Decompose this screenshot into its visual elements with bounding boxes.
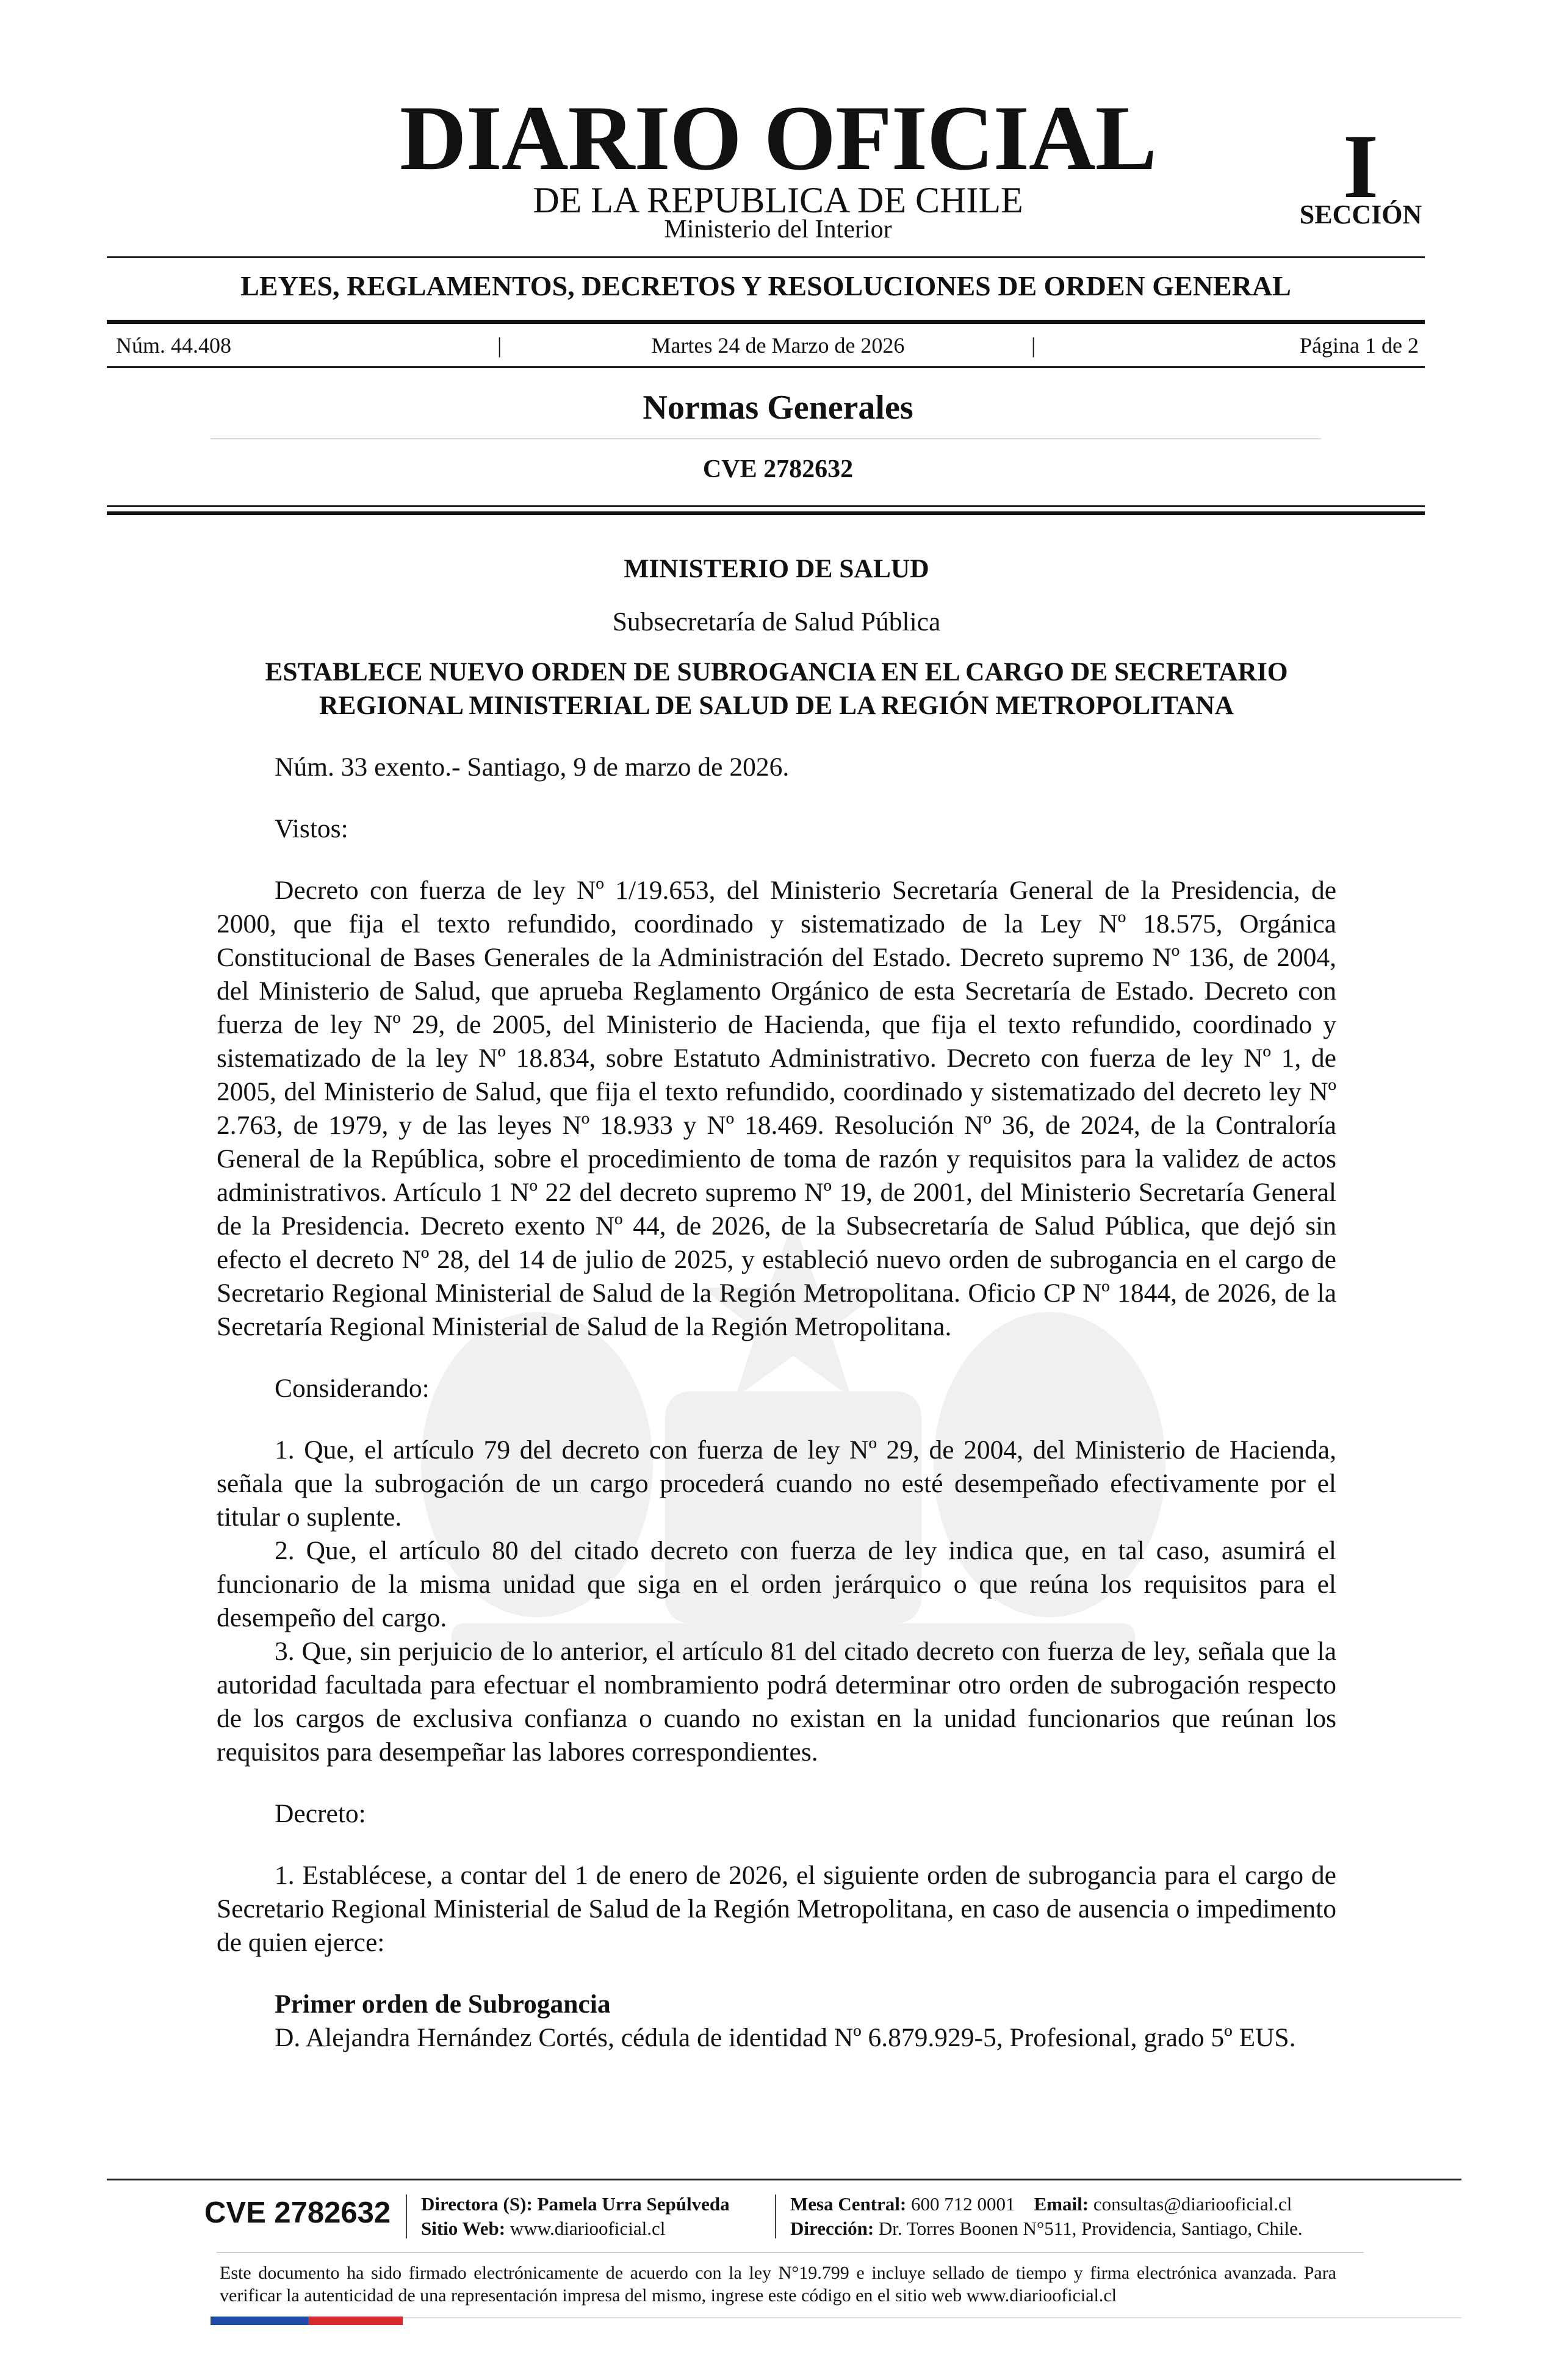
issue-date: Martes 24 de Marzo de 2026 (651, 333, 905, 358)
subsecretaria: Subsecretaría de Salud Pública (612, 607, 941, 636)
address-label: Dirección: (790, 2218, 874, 2239)
primer-orden-text: D. Alejandra Hernández Cortés, cédula de identidad Nº 6.879.929-5, Profesional, grado 5º EUS. (275, 2023, 1296, 2052)
ministry-heading: MINISTERIO DE SALUD (624, 554, 929, 583)
considerando-item: 2. Que, el artículo 80 del citado decreto con fuerza de ley indica que, en tal caso, asumirá el funcionario de la misma unidad que siga en el orden jerárquico o que reúna los requisitos para el desempeño del cargo. (217, 1536, 1336, 1632)
meta-separator: | (1031, 333, 1036, 358)
document-body (217, 550, 1336, 2055)
director-label: Directora (S): (421, 2193, 533, 2215)
footer-legal-notice: Este documento ha sido firmado electrónicamente de acuerdo con la ley N°19.799 e incluye sellado de tiempo y firma electrónica avanzada. Para verificar la autenticidad de una representación impresa del mismo, ingrese este código en el sitio web www.diariooficial.cl (220, 2263, 1336, 2306)
decreto-label: Decreto: (275, 1799, 366, 1828)
decree-number: Núm. 33 exento.- Santiago, 9 de marzo de 2026. (275, 752, 790, 782)
primer-orden-heading: Primer orden de Subrogancia (275, 1989, 611, 2019)
cve-rule-bottom (107, 511, 1425, 515)
meta-rule (107, 366, 1425, 368)
band-rule (107, 320, 1425, 324)
flag-stripe-blue (211, 2317, 308, 2325)
section-label: SECCIÓN (1299, 200, 1422, 229)
vistos-text: Decreto con fuerza de ley Nº 1/19.653, del Ministerio Secretaría General de la Presidencia, de 2000, que fija el texto refundido, coordinado y sistematizado de la Ley Nº 18.575, Orgánica Constitucional de Bases Generales de la Administración del Estado. Decreto supremo Nº 136, de 2004, del Ministerio de Salud, que aprueba Reglamento Orgánico de esta Secretaría de Estado. Decreto con fuerza de ley Nº 29, de 2005, del Ministerio de Hacienda, que fija el texto refundido, coordinado y sistematizado de la ley Nº 18.834, sobre Estatuto Administrativo. Decreto con fuerza de ley Nº 1, de 2005, del Ministerio de Salud, que fija el texto refundido, coordinado y sistematizado del decreto ley Nº 2.763, de 1979, y de las leyes Nº 18.933 y Nº 18.469. Resolución Nº 36, de 2024, de la Contraloría General de la República, sobre el procedimiento de toma de razón y requisitos para la validez de actos administrativos. Artículo 1 Nº 22 del decreto supremo Nº 19, de 2001, del Ministerio Secretaría General de la Presidencia. Decreto exento Nº 44, de 2026, de la Subsecretaría de Salud Pública, que dejó sin efecto el decreto Nº 28, del 14 de julio de 2025, y estableció nuevo orden de subrogancia en el cargo de Secretario Regional Ministerial de Salud de la Región Metropolitana. Oficio CP Nº 1844, de 2026, de la Secretaría Regional Ministerial de Salud de la Región Metropolitana. (217, 876, 1336, 1341)
footer-separator (775, 2194, 776, 2238)
email-label: Email: (1034, 2193, 1089, 2215)
masthead-ministry: Ministerio del Interior (664, 215, 892, 243)
cve-rule-top (107, 505, 1425, 507)
vistos-label: Vistos: (275, 814, 348, 843)
masthead-title: DIARIO OFICIAL (399, 87, 1157, 189)
email-link[interactable]: consultas@diariooficial.cl (1093, 2193, 1292, 2215)
page-indicator: Página 1 de 2 (1300, 333, 1419, 358)
masthead-band: LEYES, REGLAMENTOS, DECRETOS Y RESOLUCIONES DE ORDEN GENERAL (240, 270, 1291, 301)
section-numeral: I (1342, 116, 1379, 217)
issue-number: Núm. 44.408 (116, 333, 231, 358)
flag-stripe-red (308, 2317, 403, 2325)
address-value: Dr. Torres Boonen N°511, Providencia, Santiago, Chile. (878, 2218, 1303, 2239)
website-link[interactable]: www.diariooficial.cl (510, 2218, 666, 2239)
footer-contact-block (790, 2192, 1303, 2241)
footer-inner-rule (217, 2252, 1364, 2253)
cve-code: CVE 2782632 (702, 455, 854, 483)
considerando-item: 1. Que, el artículo 79 del decreto con fuerza de ley Nº 29, de 2004, del Ministerio de Hacienda, señala que la subrogación de un cargo procederá cuando no esté desempeñado efectivamente por el titular o suplente. (217, 1435, 1336, 1532)
phone-label: Mesa Central: (790, 2193, 907, 2215)
meta-separator: | (497, 333, 502, 358)
director-name: Pamela Urra Sepúlveda (537, 2193, 730, 2215)
section-heading-rule (211, 438, 1321, 439)
footer-rule (107, 2179, 1461, 2180)
considerando-label: Considerando: (275, 1374, 430, 1403)
masthead-rule (107, 256, 1425, 258)
section-heading: Normas Generales (643, 389, 913, 427)
masthead-subtitle: DE LA REPUBLICA DE CHILE (533, 180, 1023, 220)
footer-cve: CVE 2782632 (204, 2196, 391, 2229)
website-label: Sitio Web: (421, 2218, 506, 2239)
phone-value: 600 712 0001 (911, 2193, 1015, 2215)
decree-title-line-1: ESTABLECE NUEVO ORDEN DE SUBROGANCIA EN EL CARGO DE SECRETARIO (265, 657, 1288, 687)
considerando-item: 3. Que, sin perjuicio de lo anterior, el artículo 81 del citado decreto con fuerza de ley, señala que la autoridad facultada para efectuar el nombramiento podrá determinar otro orden de subrogación respecto de los cargos de exclusiva confianza o cuando no existan en la unidad funcionarios que reúnan los requisitos para desempeñar las labores correspondientes. (217, 1637, 1336, 1767)
decree-title-line-2: REGIONAL MINISTERIAL DE SALUD DE LA REGIÓN METROPOLITANA (319, 691, 1234, 720)
footer-separator (406, 2194, 407, 2238)
footer-director-block (421, 2192, 730, 2241)
decreto-item: 1. Establécese, a contar del 1 de enero de 2026, el siguiente orden de subrogancia para el cargo de Secretario Regional Ministerial de Salud de la Región Metropolitana, en caso de ausencia o impedimento de quien ejerce: (217, 1861, 1336, 1957)
